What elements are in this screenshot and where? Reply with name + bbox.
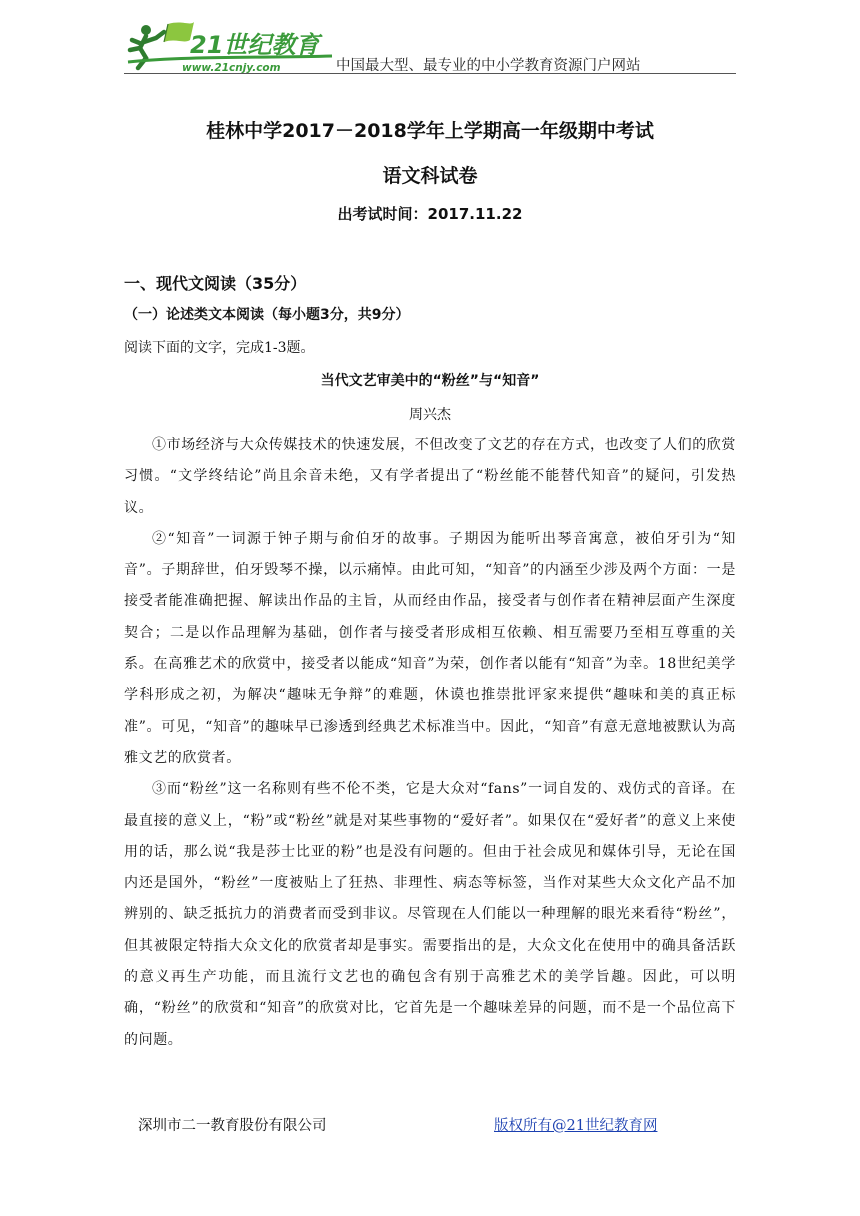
article-body [124, 430, 736, 1056]
article-paragraph-3: ③而“粉丝”这一名称则有些不伦不类，它是大众对“fans”一词自发的、戏仿式的音译。在最直接的意义上，“粉”或“粉丝”就是对某些事物的“爱好者”。如果仅在“爱好者”的意义上来使用的话，那么说“我是莎士比亚的粉”也是没有问题的。但由于社会成见和媒体引导，无论在国内还是国外，“粉丝”一度被贴上了狂热、非理性、病态等标签，当作对某些大众文化产品不加辨别的、缺乏抵抗力的消费者而受到非议。尽管现在人们能以一种理解的眼光来看待“粉丝”，但其被限定特指大众文化的欣赏者却是事实。需要指出的是，大众文化在使用中的确具备活跃的意义再生产功能，而且流行文艺也的确包含有别于高雅艺术的美学旨趣。因此，可以明确，“粉丝”的欣赏和“知音”的欣赏对比，它首先是一个趣味差异的问题，而不是一个品位高下的问题。 [124, 781, 736, 1048]
site-tagline: 中国最大型、最专业的中小学教育资源门户网站 [336, 58, 641, 74]
article-paragraph-2: ②“知音”一词源于钟子期与俞伯牙的故事。子期因为能听出琴音寓意，被伯牙引为“知音”。子期辞世，伯牙毁琴不操，以示痛悼。由此可知，“知音”的内涵至少涉及两个方面：一是接受者能准确把握、解读出作品的主旨，从而经由作品，接受者与创作者在精神层面产生深度契合；二是以作品理解为基础，创作者与接受者形成相互依赖、相互需要乃至相互尊重的关系。在高雅艺术的欣赏中，接受者以能成“知音”为荣，创作者以能有“知音”为幸。18世纪美学学科形成之初，为解决“趣味无争辩”的难题，休谟也推崇批评家来提供“趣味和美的真正标准”。可见，“知音”的趣味早已渗透到经典艺术标准当中。因此，“知音”有意无意地被默认为高雅文艺的欣赏者。 [124, 530, 736, 766]
header-divider [124, 73, 736, 74]
article-author: 周兴杰 [409, 407, 451, 423]
section-sub-heading: （一）论述类文本阅读（每小题3分，共9分） [124, 307, 410, 323]
svg-text:www.21cnjy.com: www.21cnjy.com [182, 62, 281, 74]
runner-logo-icon [124, 18, 334, 74]
exam-time: 出考试时间：2017.11.22 [337, 205, 523, 223]
reading-instruction: 阅读下面的文字，完成1-3题。 [124, 340, 315, 356]
site-header [124, 18, 736, 76]
article-title: 当代文艺审美中的“粉丝”与“知音” [320, 373, 540, 389]
footer-company: 深圳市二一教育股份有限公司 [138, 1118, 327, 1134]
exam-subject: 语文科试卷 [382, 165, 478, 187]
section-heading: 一、现代文阅读（35分） [124, 274, 307, 293]
exam-title: 桂林中学2017－2018学年上学期高一年级期中考试 [206, 120, 654, 142]
site-logo[interactable] [124, 18, 334, 74]
footer-copyright-link[interactable]: 版权所有@21世纪教育网 [494, 1118, 658, 1134]
article-paragraph-1: ①市场经济与大众传媒技术的快速发展，不但改变了文艺的存在方式，也改变了人们的欣赏习惯。“文学终结论”尚且余音未绝，又有学者提出了“粉丝能不能替代知音”的疑问，引发热议。 [124, 437, 736, 516]
svg-text:21世纪教育: 21世纪教育 [190, 31, 320, 59]
